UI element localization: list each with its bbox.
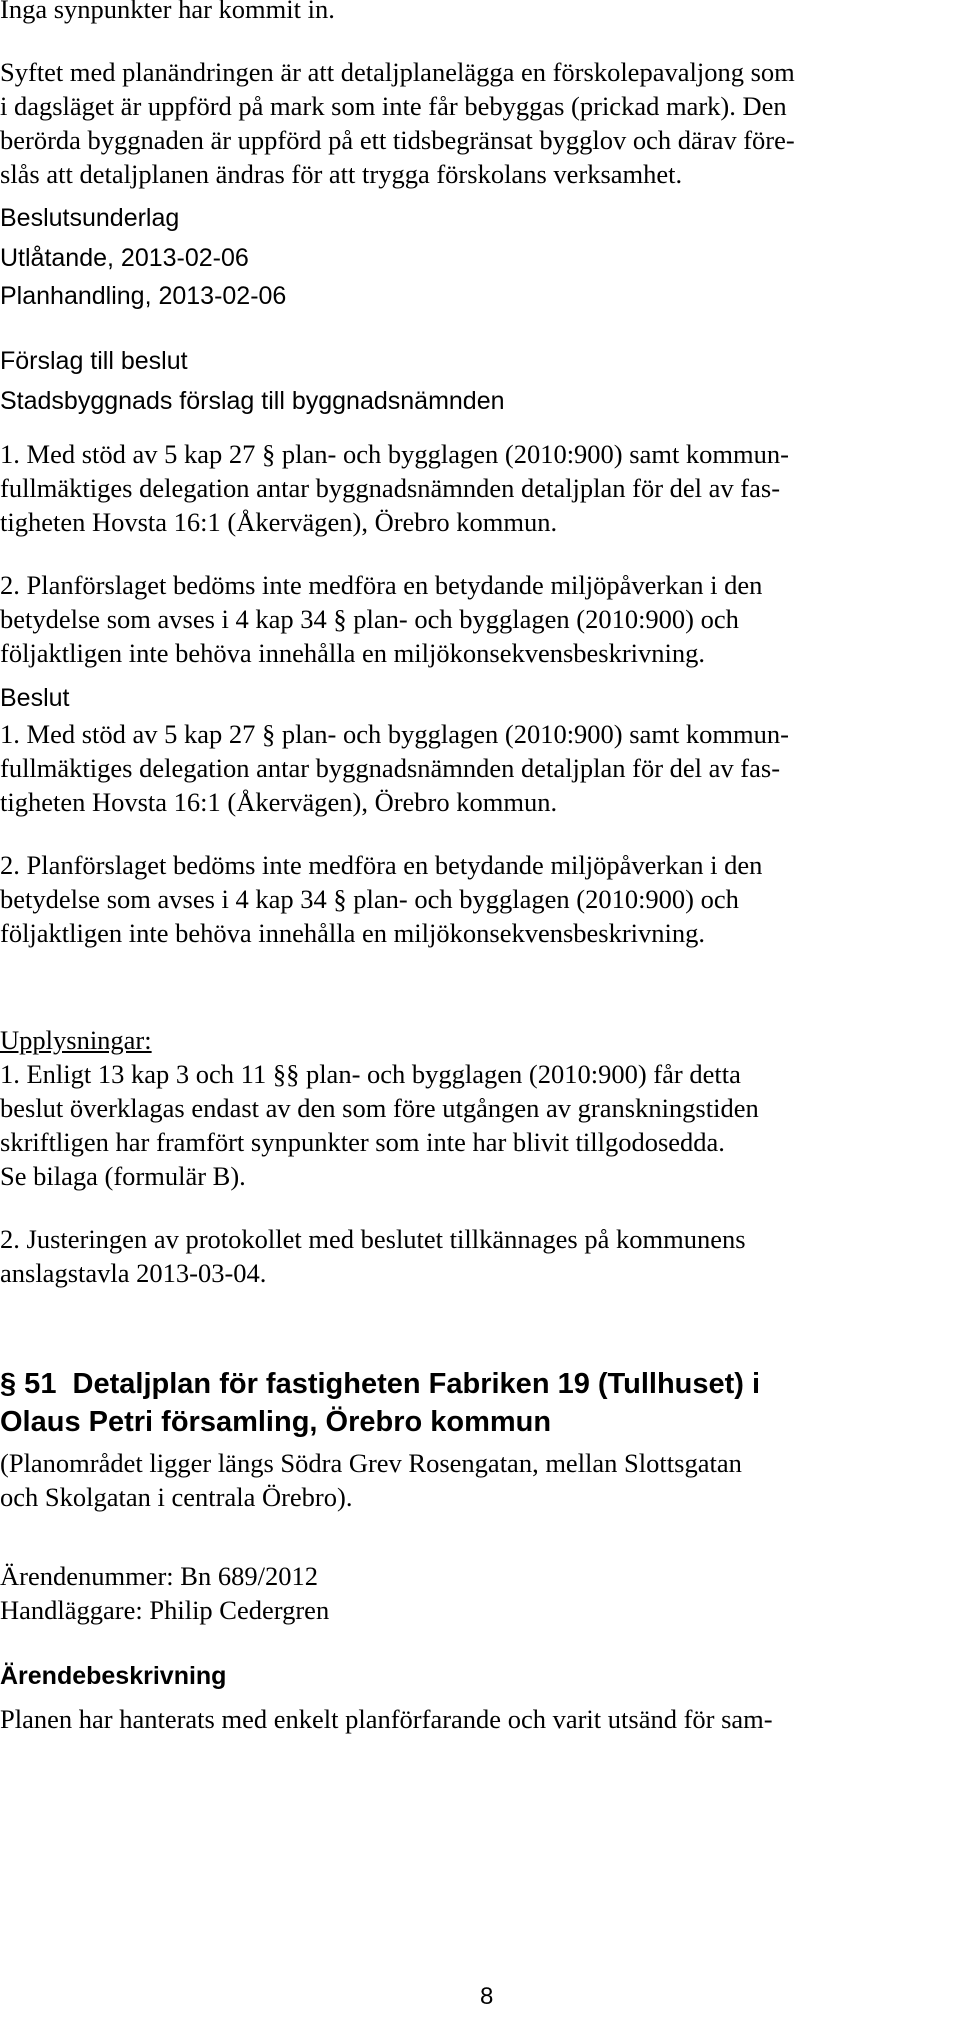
beslut-p2-line: 2. Planförslaget bedöms inte medföra en betydande miljöpåverkan i den (0, 850, 763, 880)
forslag-p1-line: 1. Med stöd av 5 kap 27 § plan- och bygglagen (2010:900) samt kommun- (0, 439, 789, 469)
forslag-p1-line: fullmäktiges delegation antar byggnadsnämnden detaljplan för del av fas- (0, 473, 781, 503)
beslut-heading: Beslut (0, 684, 70, 712)
beslutsunderlag-item: Planhandling, 2013-02-06 (0, 282, 287, 310)
forslag-p1-line: tigheten Hovsta 16:1 (Åkervägen), Örebro kommun. (0, 507, 558, 537)
arendenummer: Ärendenummer: Bn 689/2012 (0, 1561, 318, 1591)
beslut-p2-line: betydelse som avses i 4 kap 34 § plan- och bygglagen (2010:900) och (0, 884, 739, 914)
handlaggare: Handläggare: Philip Cedergren (0, 1595, 330, 1625)
forslag-subheading: Stadsbyggnads förslag till byggnadsnämnden (0, 387, 505, 415)
intro-line: Inga synpunkter har kommit in. (0, 0, 335, 24)
section-title-line: § 51 Detaljplan för fastigheten Fabriken 19 (Tullhuset) i (0, 1368, 761, 1400)
upplysningar-p1-line: skriftligen har framfört synpunkter som inte har blivit tillgodosedda. (0, 1127, 725, 1157)
section-title-line: Olaus Petri församling, Örebro kommun (0, 1406, 552, 1438)
purpose-line: slås att detaljplanen ändras för att trygga förskolans verksamhet. (0, 159, 683, 189)
upplysningar-p1-line: 1. Enligt 13 kap 3 och 11 §§ plan- och bygglagen (2010:900) får detta (0, 1059, 741, 1089)
upplysningar-p1-line: beslut överklagas endast av den som före utgången av granskningstiden (0, 1093, 759, 1123)
forslag-p2-line: följaktligen inte behöva innehålla en miljökonsekvensbeskrivning. (0, 638, 706, 668)
arendebeskrivning-heading: Ärendebeskrivning (0, 1662, 227, 1690)
beslut-p1-line: fullmäktiges delegation antar byggnadsnämnden detaljplan för del av fas- (0, 753, 781, 783)
upplysningar-p1-line: Se bilaga (formulär B). (0, 1161, 246, 1191)
upplysningar-heading: Upplysningar: (0, 1025, 152, 1055)
upplysningar-p2-line: anslagstavla 2013-03-04. (0, 1258, 267, 1288)
purpose-line: Syftet med planändringen är att detaljplanelägga en förskolepavaljong som (0, 57, 795, 87)
purpose-line: berörda byggnaden är uppförd på ett tidsbegränsat bygglov och därav före- (0, 125, 795, 155)
forslag-p2-line: betydelse som avses i 4 kap 34 § plan- och bygglagen (2010:900) och (0, 604, 739, 634)
arendebeskrivning-line: Planen har hanterats med enkelt planförfarande och varit utsänd för sam- (0, 1704, 773, 1734)
forslag-heading: Förslag till beslut (0, 347, 188, 375)
beslutsunderlag-item: Utlåtande, 2013-02-06 (0, 244, 249, 272)
beslut-p1-line: tigheten Hovsta 16:1 (Åkervägen), Örebro kommun. (0, 787, 558, 817)
beslut-p1-line: 1. Med stöd av 5 kap 27 § plan- och bygglagen (2010:900) samt kommun- (0, 719, 789, 749)
upplysningar-p2-line: 2. Justeringen av protokollet med beslutet tillkännages på kommunens (0, 1224, 746, 1254)
page-number: 8 (480, 1983, 494, 2010)
forslag-p2-line: 2. Planförslaget bedöms inte medföra en betydande miljöpåverkan i den (0, 570, 763, 600)
purpose-line: i dagsläget är uppförd på mark som inte får bebyggas (prickad mark). Den (0, 91, 787, 121)
location-line: (Planområdet ligger längs Södra Grev Rosengatan, mellan Slottsgatan (0, 1448, 742, 1478)
beslutsunderlag-heading: Beslutsunderlag (0, 204, 180, 232)
location-line: och Skolgatan i centrala Örebro). (0, 1482, 353, 1512)
beslut-p2-line: följaktligen inte behöva innehålla en miljökonsekvensbeskrivning. (0, 918, 706, 948)
